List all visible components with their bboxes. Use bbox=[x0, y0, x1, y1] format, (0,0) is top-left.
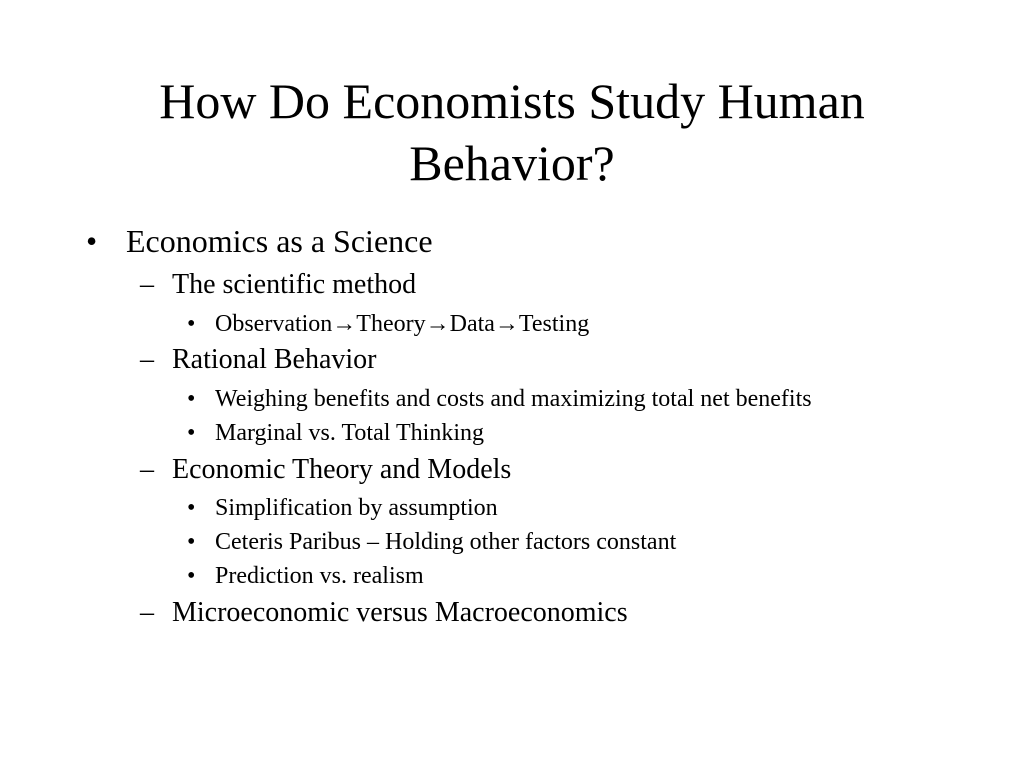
bullet-marker: • bbox=[187, 386, 196, 412]
dash-marker: – bbox=[140, 269, 154, 300]
slide-title-line-2: Behavior? bbox=[409, 135, 615, 191]
dash-marker: – bbox=[140, 597, 154, 628]
sub-bullet-text: Microeconomic versus Macroeconomics bbox=[172, 597, 628, 628]
bullet-marker: • bbox=[187, 420, 196, 446]
bullet-text: Economics as a Science bbox=[126, 223, 433, 259]
sub-sub-bullet-text: Ceteris Paribus – Holding other factors constant bbox=[215, 529, 677, 555]
sub-bullet-text: Rational Behavior bbox=[172, 344, 377, 375]
sub-sub-bullet-text: Marginal vs. Total Thinking bbox=[215, 420, 484, 446]
sub-bullet-text: Economic Theory and Models bbox=[172, 454, 512, 485]
slide-title bbox=[0, 70, 1024, 194]
bullet-marker: • bbox=[187, 529, 196, 555]
bullet-marker: • bbox=[187, 311, 196, 337]
bullet-marker: • bbox=[86, 223, 98, 259]
slide-title-line-1: How Do Economists Study Human bbox=[159, 73, 865, 129]
sub-sub-bullet-text: Prediction vs. realism bbox=[215, 563, 424, 589]
sub-sub-bullet-text: Weighing benefits and costs and maximizing total net benefits bbox=[215, 386, 812, 412]
bullet-marker: • bbox=[187, 495, 196, 521]
sub-bullet-text: The scientific method bbox=[172, 269, 417, 300]
sub-sub-bullet-text: Simplification by assumption bbox=[215, 495, 498, 521]
sub-sub-bullet-text: Observation→Theory→Data→Testing bbox=[215, 311, 590, 337]
bullet-marker: • bbox=[187, 563, 196, 589]
dash-marker: – bbox=[140, 454, 154, 485]
dash-marker: – bbox=[140, 344, 154, 375]
